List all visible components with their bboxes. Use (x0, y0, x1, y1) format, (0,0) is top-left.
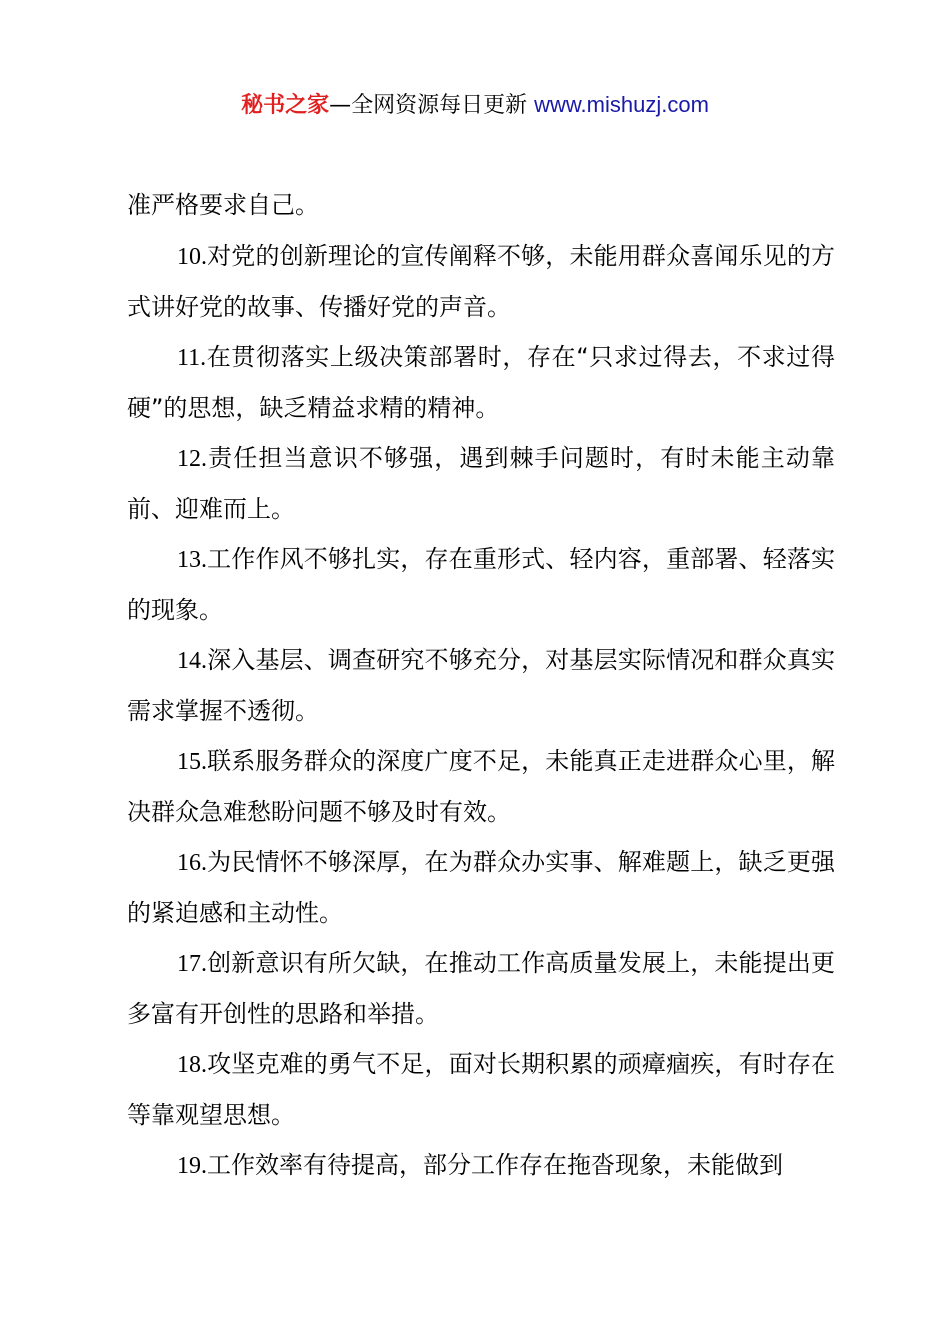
site-url-link[interactable]: www.mishuzj.com (534, 92, 709, 117)
list-item (127, 1039, 835, 1140)
item-number: 11. (177, 345, 207, 371)
list-item (127, 938, 835, 1039)
item-number: 18. (177, 1052, 207, 1078)
item-number: 10. (177, 244, 207, 270)
paragraph-text: 在贯彻落实上级决策部署时，存在“只求过得去，不求过得硬”的思想，缺乏精益求精的精神。 (127, 343, 835, 422)
list-item (127, 534, 835, 635)
paragraph-text: 准严格要求自己。 (127, 191, 319, 219)
item-number: 17. (177, 951, 207, 977)
list-item (127, 736, 835, 837)
paragraph-text: 为民情怀不够深厚，在为群众办实事、解难题上，缺乏更强的紧迫感和主动性。 (127, 848, 835, 927)
header-tagline: —全网资源每日更新 (329, 93, 535, 118)
page-header (0, 88, 950, 123)
paragraph-text: 深入基层、调查研究不够充分，对基层实际情况和群众真实需求掌握不透彻。 (127, 646, 835, 725)
paragraph-text: 创新意识有所欠缺，在推动工作高质量发展上，未能提出更多富有开创性的思路和举措。 (127, 949, 835, 1028)
list-item (127, 1140, 835, 1191)
list-item (127, 332, 835, 433)
item-number: 12. (177, 446, 207, 472)
item-number: 15. (177, 749, 207, 775)
paragraph-text: 攻坚克难的勇气不足，面对长期积累的顽瘴痼疾，有时存在等靠观望思想。 (127, 1050, 835, 1129)
paragraph-text: 对党的创新理论的宣传阐释不够，未能用群众喜闻乐见的方式讲好党的故事、传播好党的声音。 (127, 242, 835, 321)
paragraph-text: 工作效率有待提高，部分工作存在拖沓现象，未能做到 (207, 1151, 783, 1179)
paragraph-text: 工作作风不够扎实，存在重形式、轻内容，重部署、轻落实的现象。 (127, 545, 835, 624)
list-item (127, 231, 835, 332)
list-item (127, 433, 835, 534)
paragraph-continuation (127, 180, 835, 231)
list-item (127, 837, 835, 938)
list-item (127, 635, 835, 736)
brand-name: 秘书之家 (241, 93, 330, 118)
item-number: 14. (177, 648, 207, 674)
item-number: 13. (177, 547, 207, 573)
paragraph-text: 责任担当意识不够强，遇到棘手问题时，有时未能主动靠前、迎难而上。 (127, 444, 835, 523)
document-body (127, 180, 835, 1191)
item-number: 19. (177, 1153, 207, 1179)
paragraph-text: 联系服务群众的深度广度不足，未能真正走进群众心里，解决群众急难愁盼问题不够及时有效。 (127, 747, 835, 826)
item-number: 16. (177, 850, 207, 876)
